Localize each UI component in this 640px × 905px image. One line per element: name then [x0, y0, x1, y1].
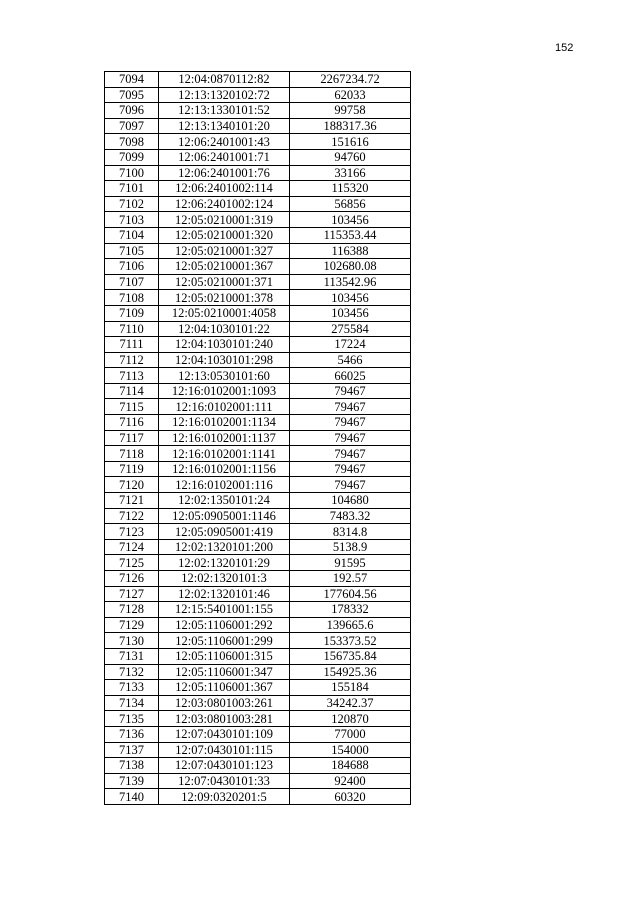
- table-row: [105, 165, 411, 181]
- row-number-cell: 7101: [105, 181, 159, 197]
- cadastral-number-cell: 12:05:1106001:299: [159, 633, 290, 649]
- row-number-cell: 7130: [105, 633, 159, 649]
- table-row: [105, 243, 411, 259]
- table-row: [105, 711, 411, 727]
- table-row: [105, 352, 411, 368]
- cadastral-number-cell: 12:06:2401001:43: [159, 134, 290, 150]
- row-number-cell: 7104: [105, 227, 159, 243]
- value-cell: 8314.8: [290, 524, 411, 540]
- row-number-cell: 7125: [105, 555, 159, 571]
- table-row: [105, 493, 411, 509]
- table-row: [105, 789, 411, 805]
- table-row: [105, 212, 411, 228]
- cadastral-number-cell: 12:06:2401001:76: [159, 165, 290, 181]
- cadastral-number-cell: 12:02:1320101:3: [159, 571, 290, 587]
- table-body: [105, 72, 411, 805]
- cadastral-number-cell: 12:02:1350101:24: [159, 493, 290, 509]
- row-number-cell: 7129: [105, 617, 159, 633]
- cadastral-number-cell: 12:13:0530101:60: [159, 368, 290, 384]
- cadastral-number-cell: 12:13:1320102:72: [159, 87, 290, 103]
- row-number-cell: 7117: [105, 430, 159, 446]
- table-row: [105, 72, 411, 88]
- table-row: [105, 181, 411, 197]
- value-cell: 153373.52: [290, 633, 411, 649]
- table-row: [105, 87, 411, 103]
- row-number-cell: 7095: [105, 87, 159, 103]
- row-number-cell: 7112: [105, 352, 159, 368]
- value-cell: 154000: [290, 742, 411, 758]
- table-row: [105, 274, 411, 290]
- cadastral-number-cell: 12:15:5401001:155: [159, 602, 290, 618]
- row-number-cell: 7119: [105, 461, 159, 477]
- value-cell: 154925.36: [290, 664, 411, 680]
- row-number-cell: 7134: [105, 695, 159, 711]
- table-row: [105, 305, 411, 321]
- value-cell: 5466: [290, 352, 411, 368]
- cadastral-number-cell: 12:02:1320101:29: [159, 555, 290, 571]
- row-number-cell: 7113: [105, 368, 159, 384]
- row-number-cell: 7106: [105, 259, 159, 275]
- cadastral-number-cell: 12:04:1030101:240: [159, 337, 290, 353]
- table-row: [105, 461, 411, 477]
- cadastral-number-cell: 12:16:0102001:1134: [159, 415, 290, 431]
- row-number-cell: 7105: [105, 243, 159, 259]
- value-cell: 5138.9: [290, 539, 411, 555]
- value-cell: 192.57: [290, 571, 411, 587]
- row-number-cell: 7116: [105, 415, 159, 431]
- cadastral-number-cell: 12:02:1320101:46: [159, 586, 290, 602]
- cadastral-number-cell: 12:07:0430101:123: [159, 758, 290, 774]
- row-number-cell: 7124: [105, 539, 159, 555]
- table-row: [105, 415, 411, 431]
- row-number-cell: 7121: [105, 493, 159, 509]
- row-number-cell: 7140: [105, 789, 159, 805]
- table-row: [105, 290, 411, 306]
- cadastral-number-cell: 12:06:2401002:114: [159, 181, 290, 197]
- cadastral-number-cell: 12:16:0102001:1141: [159, 446, 290, 462]
- table-row: [105, 149, 411, 165]
- value-cell: 56856: [290, 196, 411, 212]
- value-cell: 103456: [290, 305, 411, 321]
- cadastral-number-cell: 12:04:1030101:298: [159, 352, 290, 368]
- table-row: [105, 617, 411, 633]
- table-row: [105, 134, 411, 150]
- cadastral-number-cell: 12:05:0210001:320: [159, 227, 290, 243]
- value-cell: 139665.6: [290, 617, 411, 633]
- value-cell: 60320: [290, 789, 411, 805]
- value-cell: 92400: [290, 773, 411, 789]
- value-cell: 79467: [290, 399, 411, 415]
- value-cell: 17224: [290, 337, 411, 353]
- value-cell: 99758: [290, 103, 411, 119]
- value-cell: 79467: [290, 477, 411, 493]
- value-cell: 115353.44: [290, 227, 411, 243]
- value-cell: 62033: [290, 87, 411, 103]
- row-number-cell: 7100: [105, 165, 159, 181]
- row-number-cell: 7114: [105, 383, 159, 399]
- value-cell: 103456: [290, 212, 411, 228]
- row-number-cell: 7137: [105, 742, 159, 758]
- row-number-cell: 7096: [105, 103, 159, 119]
- value-cell: 79467: [290, 415, 411, 431]
- value-cell: 33166: [290, 165, 411, 181]
- row-number-cell: 7097: [105, 118, 159, 134]
- cadastral-number-cell: 12:04:1030101:22: [159, 321, 290, 337]
- table-row: [105, 259, 411, 275]
- table-row: [105, 773, 411, 789]
- table-row: [105, 539, 411, 555]
- table-row: [105, 602, 411, 618]
- table-row: [105, 524, 411, 540]
- value-cell: 2267234.72: [290, 72, 411, 88]
- table-row: [105, 508, 411, 524]
- cadastral-number-cell: 12:07:0430101:33: [159, 773, 290, 789]
- row-number-cell: 7122: [105, 508, 159, 524]
- cadastral-number-cell: 12:05:0210001:327: [159, 243, 290, 259]
- value-cell: 155184: [290, 680, 411, 696]
- table-row: [105, 430, 411, 446]
- value-cell: 151616: [290, 134, 411, 150]
- value-cell: 79467: [290, 461, 411, 477]
- row-number-cell: 7135: [105, 711, 159, 727]
- value-cell: 184688: [290, 758, 411, 774]
- table-row: [105, 321, 411, 337]
- cadastral-number-cell: 12:05:1106001:292: [159, 617, 290, 633]
- value-cell: 113542.96: [290, 274, 411, 290]
- cadastral-number-cell: 12:05:0210001:319: [159, 212, 290, 228]
- table-row: [105, 118, 411, 134]
- table-row: [105, 103, 411, 119]
- table-row: [105, 695, 411, 711]
- value-cell: 79467: [290, 446, 411, 462]
- row-number-cell: 7133: [105, 680, 159, 696]
- cadastral-number-cell: 12:16:0102001:116: [159, 477, 290, 493]
- value-cell: 66025: [290, 368, 411, 384]
- cadastral-number-cell: 12:16:0102001:1156: [159, 461, 290, 477]
- row-number-cell: 7107: [105, 274, 159, 290]
- value-cell: 115320: [290, 181, 411, 197]
- table-row: [105, 633, 411, 649]
- value-cell: 77000: [290, 726, 411, 742]
- cadastral-number-cell: 12:07:0430101:115: [159, 742, 290, 758]
- row-number-cell: 7103: [105, 212, 159, 228]
- cadastral-number-cell: 12:07:0430101:109: [159, 726, 290, 742]
- cadastral-number-cell: 12:05:0905001:1146: [159, 508, 290, 524]
- table-row: [105, 726, 411, 742]
- row-number-cell: 7099: [105, 149, 159, 165]
- value-cell: 94760: [290, 149, 411, 165]
- table-row: [105, 664, 411, 680]
- value-cell: 178332: [290, 602, 411, 618]
- cadastral-number-cell: 12:13:1340101:20: [159, 118, 290, 134]
- value-cell: 7483.32: [290, 508, 411, 524]
- table-row: [105, 477, 411, 493]
- row-number-cell: 7110: [105, 321, 159, 337]
- table-row: [105, 648, 411, 664]
- cadastral-number-cell: 12:02:1320101:200: [159, 539, 290, 555]
- table-row: [105, 446, 411, 462]
- table-row: [105, 227, 411, 243]
- value-cell: 79467: [290, 430, 411, 446]
- page-number: 152: [555, 42, 574, 54]
- value-cell: 102680.08: [290, 259, 411, 275]
- value-cell: 34242.37: [290, 695, 411, 711]
- row-number-cell: 7131: [105, 648, 159, 664]
- cadastral-number-cell: 12:06:2401002:124: [159, 196, 290, 212]
- cadastral-number-cell: 12:04:0870112:82: [159, 72, 290, 88]
- table-row: [105, 368, 411, 384]
- value-cell: 177604.56: [290, 586, 411, 602]
- value-cell: 120870: [290, 711, 411, 727]
- value-cell: 156735.84: [290, 648, 411, 664]
- table-row: [105, 742, 411, 758]
- row-number-cell: 7115: [105, 399, 159, 415]
- value-cell: 104680: [290, 493, 411, 509]
- row-number-cell: 7139: [105, 773, 159, 789]
- row-number-cell: 7098: [105, 134, 159, 150]
- cadastral-number-cell: 12:16:0102001:1137: [159, 430, 290, 446]
- row-number-cell: 7136: [105, 726, 159, 742]
- row-number-cell: 7108: [105, 290, 159, 306]
- table-row: [105, 196, 411, 212]
- table-row: [105, 680, 411, 696]
- value-cell: 188317.36: [290, 118, 411, 134]
- cadastral-number-cell: 12:16:0102001:1093: [159, 383, 290, 399]
- row-number-cell: 7109: [105, 305, 159, 321]
- table-row: [105, 383, 411, 399]
- row-number-cell: 7126: [105, 571, 159, 587]
- row-number-cell: 7102: [105, 196, 159, 212]
- cadastral-number-cell: 12:05:0210001:367: [159, 259, 290, 275]
- row-number-cell: 7123: [105, 524, 159, 540]
- row-number-cell: 7127: [105, 586, 159, 602]
- cadastral-number-cell: 12:16:0102001:111: [159, 399, 290, 415]
- table-row: [105, 399, 411, 415]
- value-cell: 275584: [290, 321, 411, 337]
- row-number-cell: 7132: [105, 664, 159, 680]
- cadastral-number-cell: 12:13:1330101:52: [159, 103, 290, 119]
- row-number-cell: 7118: [105, 446, 159, 462]
- cadastral-number-cell: 12:03:0801003:281: [159, 711, 290, 727]
- cadastral-value-table: [104, 71, 411, 805]
- row-number-cell: 7094: [105, 72, 159, 88]
- row-number-cell: 7120: [105, 477, 159, 493]
- table-row: [105, 758, 411, 774]
- cadastral-number-cell: 12:05:0210001:371: [159, 274, 290, 290]
- table-row: [105, 586, 411, 602]
- value-cell: 79467: [290, 383, 411, 399]
- cadastral-number-cell: 12:06:2401001:71: [159, 149, 290, 165]
- cadastral-number-cell: 12:05:1106001:367: [159, 680, 290, 696]
- value-cell: 116388: [290, 243, 411, 259]
- row-number-cell: 7138: [105, 758, 159, 774]
- cadastral-number-cell: 12:05:0210001:378: [159, 290, 290, 306]
- cadastral-number-cell: 12:03:0801003:261: [159, 695, 290, 711]
- cadastral-number-cell: 12:05:0210001:4058: [159, 305, 290, 321]
- cadastral-number-cell: 12:05:1106001:347: [159, 664, 290, 680]
- table-row: [105, 337, 411, 353]
- row-number-cell: 7128: [105, 602, 159, 618]
- cadastral-number-cell: 12:05:0905001:419: [159, 524, 290, 540]
- table-row: [105, 571, 411, 587]
- table-row: [105, 555, 411, 571]
- cadastral-number-cell: 12:09:0320201:5: [159, 789, 290, 805]
- value-cell: 103456: [290, 290, 411, 306]
- cadastral-number-cell: 12:05:1106001:315: [159, 648, 290, 664]
- value-cell: 91595: [290, 555, 411, 571]
- row-number-cell: 7111: [105, 337, 159, 353]
